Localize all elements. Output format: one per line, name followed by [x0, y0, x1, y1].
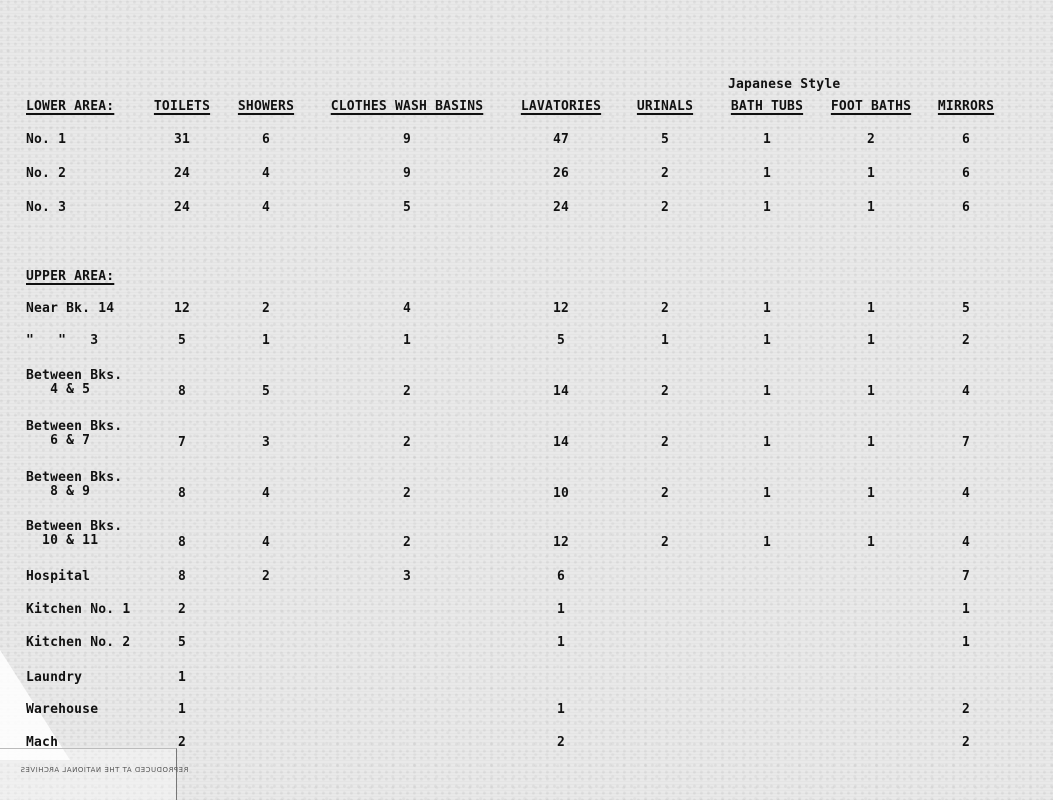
- upper-area-row-value: 12: [552, 535, 570, 550]
- upper-area-row-value: 2: [660, 435, 670, 450]
- upper-area-row-label: Between Bks. 10 & 11: [26, 519, 123, 548]
- upper-area-row-value: 2: [402, 384, 412, 399]
- lower-area-row-value: 6: [961, 200, 971, 215]
- header-foot-baths: FOOT BATHS: [830, 99, 912, 114]
- lower-area-row-value: 24: [173, 166, 191, 181]
- header-lavatories: LAVATORIES: [520, 99, 602, 114]
- lower-area-row-value: 1: [762, 200, 772, 215]
- upper-area-row-label: Kitchen No. 2: [26, 635, 131, 650]
- upper-area-row-label: Between Bks. 8 & 9: [26, 470, 123, 499]
- lower-area-row-value: 9: [402, 166, 412, 181]
- lower-area-row-label: No. 3: [26, 200, 67, 215]
- upper-area-row-value: 1: [556, 635, 566, 650]
- upper-area-row-label: " " 3: [26, 333, 99, 348]
- upper-area-row-label: Between Bks. 4 & 5: [26, 368, 123, 397]
- upper-area-row-value: 5: [261, 384, 271, 399]
- lower-area-row-value: 1: [762, 166, 772, 181]
- lower-area-row-value: 1: [762, 132, 772, 147]
- upper-area-row-value: 10: [552, 486, 570, 501]
- upper-area-row-value: 2: [177, 602, 187, 617]
- upper-area-row-value: 14: [552, 435, 570, 450]
- upper-area-row-value: 8: [177, 535, 187, 550]
- upper-area-row-value: 2: [177, 735, 187, 750]
- upper-area-row-value: 8: [177, 486, 187, 501]
- header-clothes-wash-basins: CLOTHES WASH BASINS: [330, 99, 484, 114]
- upper-area-row-value: 1: [762, 435, 772, 450]
- upper-area-row-value: 1: [866, 301, 876, 316]
- upper-area-row-value: 2: [660, 486, 670, 501]
- lower-area-row-label: No. 2: [26, 166, 67, 181]
- upper-area-row-value: 1: [961, 602, 971, 617]
- upper-area-row-value: 8: [177, 569, 187, 584]
- upper-area-row-value: 4: [961, 486, 971, 501]
- upper-area-row-label: Hospital: [26, 569, 91, 584]
- upper-area-row-value: 2: [961, 702, 971, 717]
- upper-area-row-value: 5: [556, 333, 566, 348]
- upper-area-row-value: 2: [660, 535, 670, 550]
- header-bath-tubs: BATH TUBS: [730, 99, 804, 114]
- lower-area-row-value: 6: [961, 132, 971, 147]
- upper-area-row-value: 4: [961, 535, 971, 550]
- upper-area-row-value: 7: [961, 569, 971, 584]
- upper-area-row-value: 1: [556, 602, 566, 617]
- upper-area-row-value: 2: [660, 384, 670, 399]
- lower-area-row-value: 9: [402, 132, 412, 147]
- upper-area-row-value: 1: [866, 535, 876, 550]
- upper-area-row-value: 1: [762, 486, 772, 501]
- japanese-style-label: Japanese Style: [728, 77, 841, 92]
- lower-area-row-label: No. 1: [26, 132, 67, 147]
- upper-area-row-value: 12: [552, 301, 570, 316]
- lower-area-row-value: 31: [173, 132, 191, 147]
- archive-stamp-text: REPRODUCED AT THE NATIONAL ARCHIVES: [20, 766, 189, 774]
- upper-area-row-label: Warehouse: [26, 702, 99, 717]
- lower-area-row-value: 47: [552, 132, 570, 147]
- upper-area-row-value: 1: [762, 333, 772, 348]
- upper-area-row-label: Kitchen No. 1: [26, 602, 131, 617]
- header-urinals: URINALS: [636, 99, 694, 114]
- upper-area-row-label: Near Bk. 14: [26, 301, 115, 316]
- upper-area-row-value: 2: [261, 569, 271, 584]
- upper-area-row-value: 1: [261, 333, 271, 348]
- upper-area-row-value: 12: [173, 301, 191, 316]
- lower-area-row-value: 5: [660, 132, 670, 147]
- upper-area-row-value: 4: [961, 384, 971, 399]
- upper-area-row-value: 1: [762, 535, 772, 550]
- upper-area-row-value: 2: [402, 486, 412, 501]
- upper-area-row-value: 1: [866, 384, 876, 399]
- lower-area-row-value: 2: [660, 200, 670, 215]
- header-mirrors: MIRRORS: [937, 99, 995, 114]
- upper-area-row-label: Laundry: [26, 670, 83, 685]
- upper-area-row-value: 1: [177, 670, 187, 685]
- lower-area-row-value: 1: [866, 166, 876, 181]
- header-lower-area: LOWER AREA:: [26, 99, 115, 114]
- upper-area-row-value: 1: [762, 301, 772, 316]
- upper-area-row-value: 1: [866, 435, 876, 450]
- upper-area-row-value: 3: [402, 569, 412, 584]
- lower-area-row-value: 2: [660, 166, 670, 181]
- upper-area-row-value: 1: [866, 486, 876, 501]
- upper-area-row-value: 2: [402, 535, 412, 550]
- lower-area-row-value: 24: [552, 200, 570, 215]
- lower-area-row-value: 4: [261, 166, 271, 181]
- upper-area-row-label: Mach: [26, 735, 59, 750]
- lower-area-row-value: 24: [173, 200, 191, 215]
- lower-area-row-value: 1: [866, 200, 876, 215]
- lower-area-row-value: 26: [552, 166, 570, 181]
- upper-area-row-value: 7: [961, 435, 971, 450]
- upper-area-row-value: 5: [961, 301, 971, 316]
- upper-area-row-value: 4: [261, 535, 271, 550]
- lower-area-row-value: 2: [866, 132, 876, 147]
- header-showers: SHOWERS: [237, 99, 295, 114]
- upper-area-row-value: 4: [402, 301, 412, 316]
- upper-area-row-value: 2: [261, 301, 271, 316]
- archive-stamp: [0, 748, 177, 800]
- upper-area-row-value: 14: [552, 384, 570, 399]
- header-toilets: TOILETS: [153, 99, 211, 114]
- upper-area-row-value: 1: [556, 702, 566, 717]
- upper-area-row-value: 1: [402, 333, 412, 348]
- upper-area-row-value: 1: [961, 635, 971, 650]
- upper-area-label: UPPER AREA:: [26, 269, 115, 284]
- upper-area-row-value: 1: [762, 384, 772, 399]
- upper-area-row-value: 1: [660, 333, 670, 348]
- upper-area-row-value: 2: [961, 333, 971, 348]
- lower-area-row-value: 5: [402, 200, 412, 215]
- lower-area-row-value: 6: [261, 132, 271, 147]
- upper-area-row-value: 2: [402, 435, 412, 450]
- upper-area-row-value: 3: [261, 435, 271, 450]
- upper-area-row-value: 2: [961, 735, 971, 750]
- upper-area-row-value: 2: [660, 301, 670, 316]
- upper-area-row-value: 8: [177, 384, 187, 399]
- upper-area-row-value: 4: [261, 486, 271, 501]
- upper-area-row-value: 5: [177, 635, 187, 650]
- upper-area-row-value: 2: [556, 735, 566, 750]
- upper-area-row-value: 6: [556, 569, 566, 584]
- upper-area-row-value: 1: [866, 333, 876, 348]
- lower-area-row-value: 4: [261, 200, 271, 215]
- upper-area-row-value: 1: [177, 702, 187, 717]
- upper-area-row-value: 7: [177, 435, 187, 450]
- upper-area-row-value: 5: [177, 333, 187, 348]
- upper-area-row-label: Between Bks. 6 & 7: [26, 419, 123, 448]
- lower-area-row-value: 6: [961, 166, 971, 181]
